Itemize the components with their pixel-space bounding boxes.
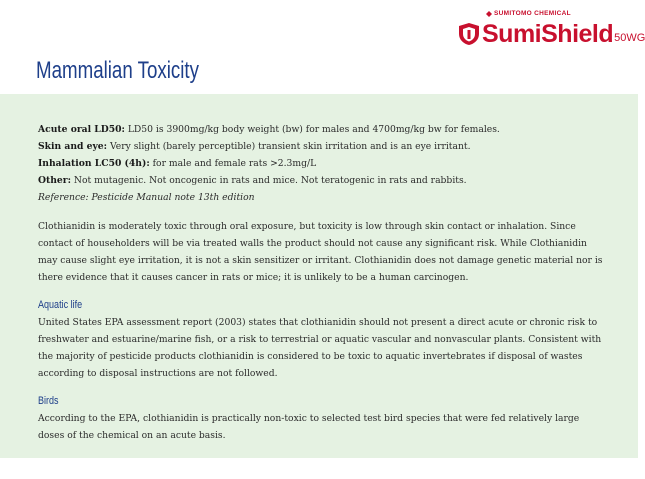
page-title: Mammalian Toxicity [36,57,199,84]
summary-paragraph: Clothianidin is moderately toxic through oral exposure, but toxicity is low through skin contact or inhalation. Since contact of householders will be via treated walls the product should not cause any significant risk. While Clothianidin may cause slight eye irritation, it is not a skin sensitizer or irritant. Clothianidin does not damage genetic material nor is there evidence that it causes cancer in rats or mice; it is unlikely to be a human carcinogen. [38,221,603,283]
definition-skin-eye [38,138,608,155]
shield-icon [458,22,480,46]
definition-acute-oral [38,121,608,138]
sumishield-logo [458,10,645,50]
section-heading-aquatic-life: Aquatic life [38,299,83,311]
definition-text: LD50 is 3900mg/kg body weight (bw) for males and 4700mg/kg bw for females. [124,124,500,135]
section-body-aquatic-life: United States EPA assessment report (2003) states that clothianidin should not present a direct acute or chronic risk to freshwater and estuarine/marine fish, or a risk to terrestrial or aquatic vascular and nonvascular plants. Consistent with the majority of pesticide products clothianidin is considered to be toxic to aquatic invertebrates if disposal of wastes according to disposal instructions are not followed. [38,317,602,379]
content-body [38,121,608,444]
logo-brand-name: SumiShield [482,20,614,48]
definition-label: Skin and eye: [38,141,108,152]
definition-text: for male and female rats >2.3mg/L [149,158,317,169]
definition-label: Acute oral LD50: [38,124,125,135]
definition-label: Inhalation LC50 (4h): [38,158,150,169]
definition-inhalation [38,155,608,172]
sumitomo-mark-icon [486,11,492,17]
section-heading-birds: Birds [38,395,59,407]
definition-label: Other: [38,175,72,186]
logo-brand-suffix: 50WG [614,32,645,44]
definition-text: Not mutagenic. Not oncogenic in rats and mice. Not teratogenic in rats and rabbits. [71,175,467,186]
definition-text: Very slight (barely perceptible) transient skin irritation and is an eye irritant. [107,141,471,152]
logo-brand [482,20,645,53]
definition-other [38,172,608,189]
reference-note: Reference: Pesticide Manual note 13th edition [38,192,255,203]
section-body-birds: According to the EPA, clothianidin is practically non-toxic to selected test bird species that were fed relatively large doses of the chemical on an acute basis. [38,413,580,441]
logo-maker-text: SUMITOMO CHEMICAL [494,10,571,17]
